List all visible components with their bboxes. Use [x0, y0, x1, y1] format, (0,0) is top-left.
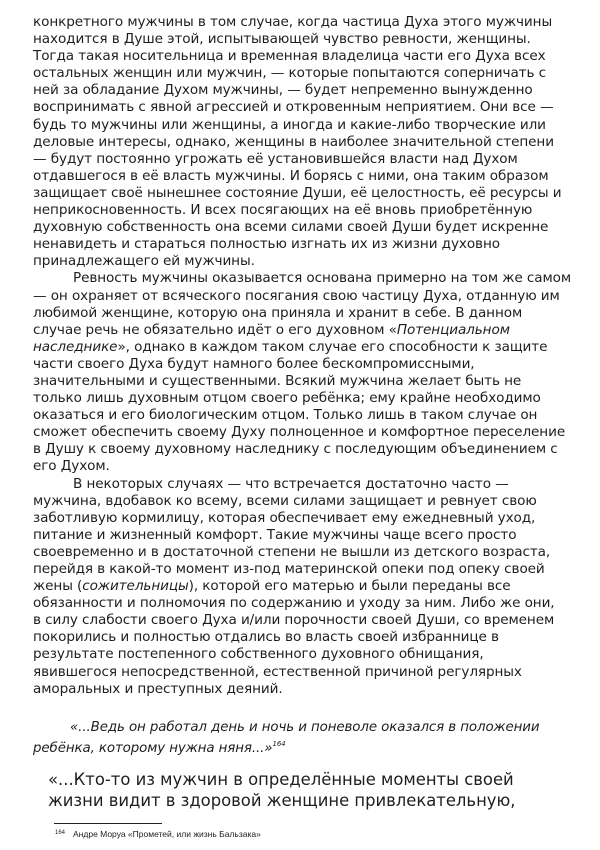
paragraph	[33, 14, 571, 270]
text-line	[33, 493, 571, 510]
text-segment: в силу слабости своего Духа и/или порочности своей Души, со временем	[33, 612, 555, 629]
text-line	[33, 664, 571, 681]
text-segment: результате постепенного собственного духовного обнищания,	[33, 646, 484, 663]
text-segment: заботливую кормилицу, которая обеспечивает ему ежедневный уход,	[33, 509, 536, 526]
text-line	[33, 117, 571, 134]
text-segment: оказаться и его биологическим отцом. Только лишь в таком случае он	[33, 407, 538, 424]
text-segment: его Духом.	[33, 458, 110, 475]
text-segment: ), которой его матерью и были переданы все	[188, 578, 511, 595]
text-segment: случае речь не обязательно идёт о его духовном «	[33, 321, 397, 338]
text-line	[33, 458, 571, 475]
large-quote	[48, 769, 516, 811]
text-segment: », однако в каждом таком случае его способности к защите	[117, 338, 548, 355]
text-line	[33, 339, 571, 356]
epigraph-quote	[33, 718, 540, 757]
text-line	[33, 424, 571, 441]
text-line	[33, 305, 571, 322]
italic-text: наследнике	[33, 338, 118, 355]
text-segment: принадлежащего ей мужчины.	[33, 253, 255, 270]
text-line	[33, 151, 571, 168]
text-segment: перейдя в какой-то момент из-под материнской опеки под опеку своей	[33, 561, 545, 577]
text-segment: части своего Духа будут намного более бескомпромиссными,	[33, 355, 475, 372]
text-line	[33, 48, 571, 65]
italic-text: Потенциальном	[396, 321, 510, 338]
text-line	[33, 595, 571, 612]
text-line	[33, 14, 571, 31]
text-segment: неприкосновенность. И всех посягающих на её вновь приобретённую	[33, 202, 533, 219]
text-segment: конкретного мужчины в том случае, когда частица Духа этого мужчины	[33, 14, 553, 30]
text-segment: своевременно и в достаточной степени не вышли из детского возраста,	[33, 543, 551, 560]
text-line	[33, 356, 571, 373]
text-segment: будь то мужчины или женщины, а иногда и какие-либо творческие или	[33, 116, 546, 133]
text-segment: только лишь духовным отцом своего ребёнка; ему крайне необходимо	[33, 390, 541, 407]
footnote	[55, 829, 261, 839]
paragraph	[33, 476, 571, 698]
text-line	[33, 373, 571, 390]
text-segment: ней за обладание Духом мужчины, — будет непременно вынужденно	[33, 82, 533, 99]
text-segment: отдавшегося в её власть мужчины. И борясь с ними, она таким образом	[33, 167, 549, 184]
text-line	[33, 65, 571, 82]
quote-line	[33, 735, 540, 757]
text-line	[33, 578, 571, 595]
text-segment: жены (	[33, 578, 83, 595]
quote-line: «...Кто-то из мужчин в определённые моменты своей	[48, 770, 514, 789]
text-segment: явившегося непосредственной, естественной причиной регулярных	[33, 663, 522, 680]
text-segment: значительными и существенными. Всякий мужчина желает быть не	[33, 372, 522, 389]
text-line	[33, 612, 571, 629]
text-line	[33, 527, 571, 544]
footnote-ref[interactable]: 164	[272, 740, 286, 749]
text-line	[33, 99, 571, 116]
text-segment: деловые интересы, однако, женщины в наиболее значительной степени	[33, 133, 554, 150]
text-line	[33, 441, 571, 458]
text-segment: — будут постоянно угрожать её установившейся власти над Духом	[33, 150, 518, 167]
text-line	[33, 510, 571, 527]
text-line	[33, 407, 571, 424]
text-segment: в Душу к своему духовному наследнику с последующим объединением с	[33, 441, 558, 458]
text-line	[33, 561, 571, 578]
text-segment: — он охраняет от всяческого посягания свою частицу Духа, отданную им	[33, 287, 560, 304]
text-line	[33, 82, 571, 99]
quote-text: ребёнка, которому нужна няня...»	[33, 741, 273, 757]
text-line	[33, 390, 571, 407]
text-segment: Тогда такая носительница и временная владелица части его Духа всех	[33, 48, 546, 65]
italic-text: сожительницы	[82, 578, 189, 595]
text-segment: защищает своё нынешнее состояние Души, её целостность, её ресурсы и	[33, 184, 562, 201]
text-segment: сможет обеспечить своему Духу полноценное и комфортное переселение	[33, 424, 566, 441]
text-segment: Ревность мужчины оказывается основана примерно на том же самом	[73, 270, 571, 287]
quote-line: жизни видит в здоровой женщине привлекательную,	[48, 791, 516, 810]
text-segment: аморальных и преступных деяний.	[33, 680, 283, 697]
text-segment: находится в Душе этой, испытывающей чувство ревности, женщины.	[33, 31, 531, 48]
text-line	[33, 168, 571, 185]
paragraph	[33, 270, 571, 475]
text-line	[33, 681, 571, 698]
footnote-number: 164	[55, 830, 66, 836]
text-line	[33, 134, 571, 151]
text-line	[33, 185, 571, 202]
text-line	[33, 322, 571, 339]
footnote-text: Андре Моруа «Прометей, или жизнь Бальзака»	[73, 829, 261, 839]
text-segment: остальных женщин или мужчин, — которые попытаются соперничать с	[33, 65, 547, 82]
text-segment: обязанности и полномочия по содержанию и уходу за ним. Либо же они,	[33, 595, 555, 612]
body-text	[33, 14, 571, 698]
text-line	[33, 288, 571, 305]
text-segment: покорились и полностью отдались во власть своей избраннице в	[33, 629, 499, 646]
text-line	[33, 544, 571, 561]
text-segment: мужчина, вдобавок ко всему, всеми силами защищает и ревнует свою	[33, 492, 537, 509]
text-line	[33, 31, 571, 48]
text-line	[33, 253, 571, 270]
text-line	[33, 646, 571, 663]
footnote-divider	[54, 823, 162, 824]
text-segment: любимой женщине, которую она приняла и хранит в себе. В данном	[33, 304, 523, 321]
text-line	[33, 219, 571, 236]
text-segment: воспринимать с явной агрессией и откровенным неприятием. Они все —	[33, 99, 554, 116]
text-line	[33, 270, 571, 287]
text-segment: питание и жизненный комфорт. Такие мужчины чаще всего просто	[33, 526, 517, 543]
text-segment: В некоторых случаях — что встречается достаточно часто —	[73, 475, 509, 492]
text-line	[33, 629, 571, 646]
quote-line: «...Ведь он работал день и ночь и поневоле оказался в положении	[70, 720, 540, 735]
text-line	[33, 476, 571, 493]
text-segment: ненавидеть и стараться полностью изгнать их из жизни духовно	[33, 236, 500, 253]
text-segment: духовную собственность она всеми силами своей Души будет искренне	[33, 219, 549, 236]
text-line	[33, 236, 571, 253]
text-line	[33, 202, 571, 219]
